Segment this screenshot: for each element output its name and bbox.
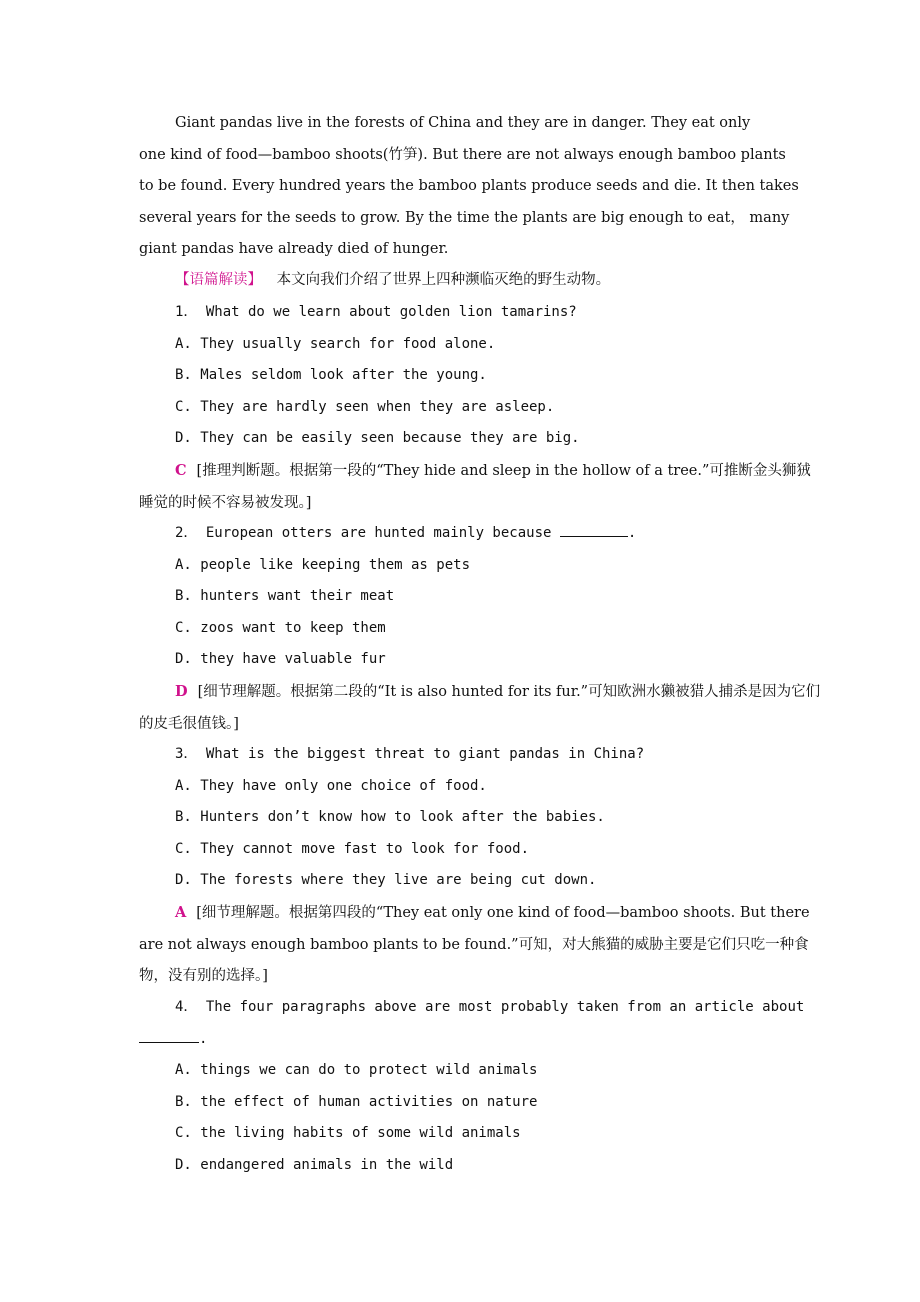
question-2-option-c: C. zoos want to keep them [175, 620, 386, 636]
question-4-option-b: B. the effect of human activities on nature [175, 1094, 538, 1110]
question-1-stem: 1． What do we learn about golden lion tamarins? [175, 304, 577, 320]
question-2-stem-line: 2． European otters are hunted mainly because . [175, 525, 637, 541]
question-3-explanation: [细节理解题。根据第四段的“They eat only one kind of food—bamboo shoots. But there are not always enough bamboo plants to be found.”可知，对大熊猫的威胁主要是它们只吃一种食物，没有别的选择。] [139, 905, 810, 985]
question-3-option-b: B. Hunters don’t know how to look after the babies. [175, 809, 605, 825]
passage-line: Giant pandas live in the forests of China and they are in danger. They eat only [175, 115, 751, 131]
question-1-answer: C [175, 462, 187, 479]
passage-line: giant pandas have already died of hunger. [139, 241, 449, 257]
question-2-option-a: A. people like keeping them as pets [175, 557, 471, 573]
question-2-option-b: B. hunters want their meat [175, 588, 395, 604]
answer-blank [560, 536, 628, 537]
question-3-stem: 3． What is the biggest threat to giant pandas in China? [175, 746, 645, 762]
question-1-option-c: C. They are hardly seen when they are asleep. [175, 399, 555, 415]
passage-line: several years for the seeds to grow. By the time the plants are big enough to eat， many [139, 210, 790, 226]
question-3-option-c: C. They cannot move fast to look for food. [175, 841, 530, 857]
summary-text: 本文向我们介绍了世界上四种濒临灭绝的野生动物。 [276, 272, 611, 288]
passage-line: to be found. Every hundred years the bamboo plants produce seeds and die. It then takes [139, 178, 799, 194]
question-3-explanation-block [139, 897, 822, 993]
question-4-blank-line: . [139, 1029, 789, 1049]
question-2-stem: 2． European otters are hunted mainly because [175, 525, 552, 541]
question-3-option-a: A. They have only one choice of food. [175, 778, 487, 794]
question-2-explanation-block [139, 676, 822, 740]
passage-line: one kind of food—bamboo shoots(竹笋). But there are not always enough bamboo plants [139, 147, 786, 163]
question-2-answer: D [175, 683, 188, 700]
question-3-answer: A [175, 904, 187, 921]
question-2-explanation: [细节理解题。根据第二段的“It is also hunted for its fur.”可知欧洲水獭被猎人捕杀是因为它们的皮毛很值钱。] [139, 684, 821, 732]
question-4-option-d: D. endangered animals in the wild [175, 1157, 454, 1173]
question-1-option-a: A. They usually search for food alone. [175, 336, 496, 352]
question-1-option-d: D. They can be easily seen because they are big. [175, 430, 580, 446]
question-4-stem: 4． The four paragraphs above are most probably taken from an article about [175, 999, 805, 1015]
answer-blank [139, 1042, 199, 1043]
question-3-option-d: D. The forests where they live are being cut down. [175, 872, 597, 888]
question-4-option-c: C. the living habits of some wild animals [175, 1125, 521, 1141]
question-1-explanation: [推理判断题。根据第一段的“They hide and sleep in the hollow of a tree.”可推断金头狮狨睡觉的时候不容易被发现。] [139, 463, 811, 511]
question-1-option-b: B. Males seldom look after the young. [175, 367, 487, 383]
question-1-explanation-block [139, 455, 822, 519]
question-4-option-a: A. things we can do to protect wild animals [175, 1062, 538, 1078]
passage-summary [175, 270, 825, 290]
question-2-option-d: D. they have valuable fur [175, 651, 386, 667]
summary-tag: 【语篇解读】 [175, 272, 262, 288]
